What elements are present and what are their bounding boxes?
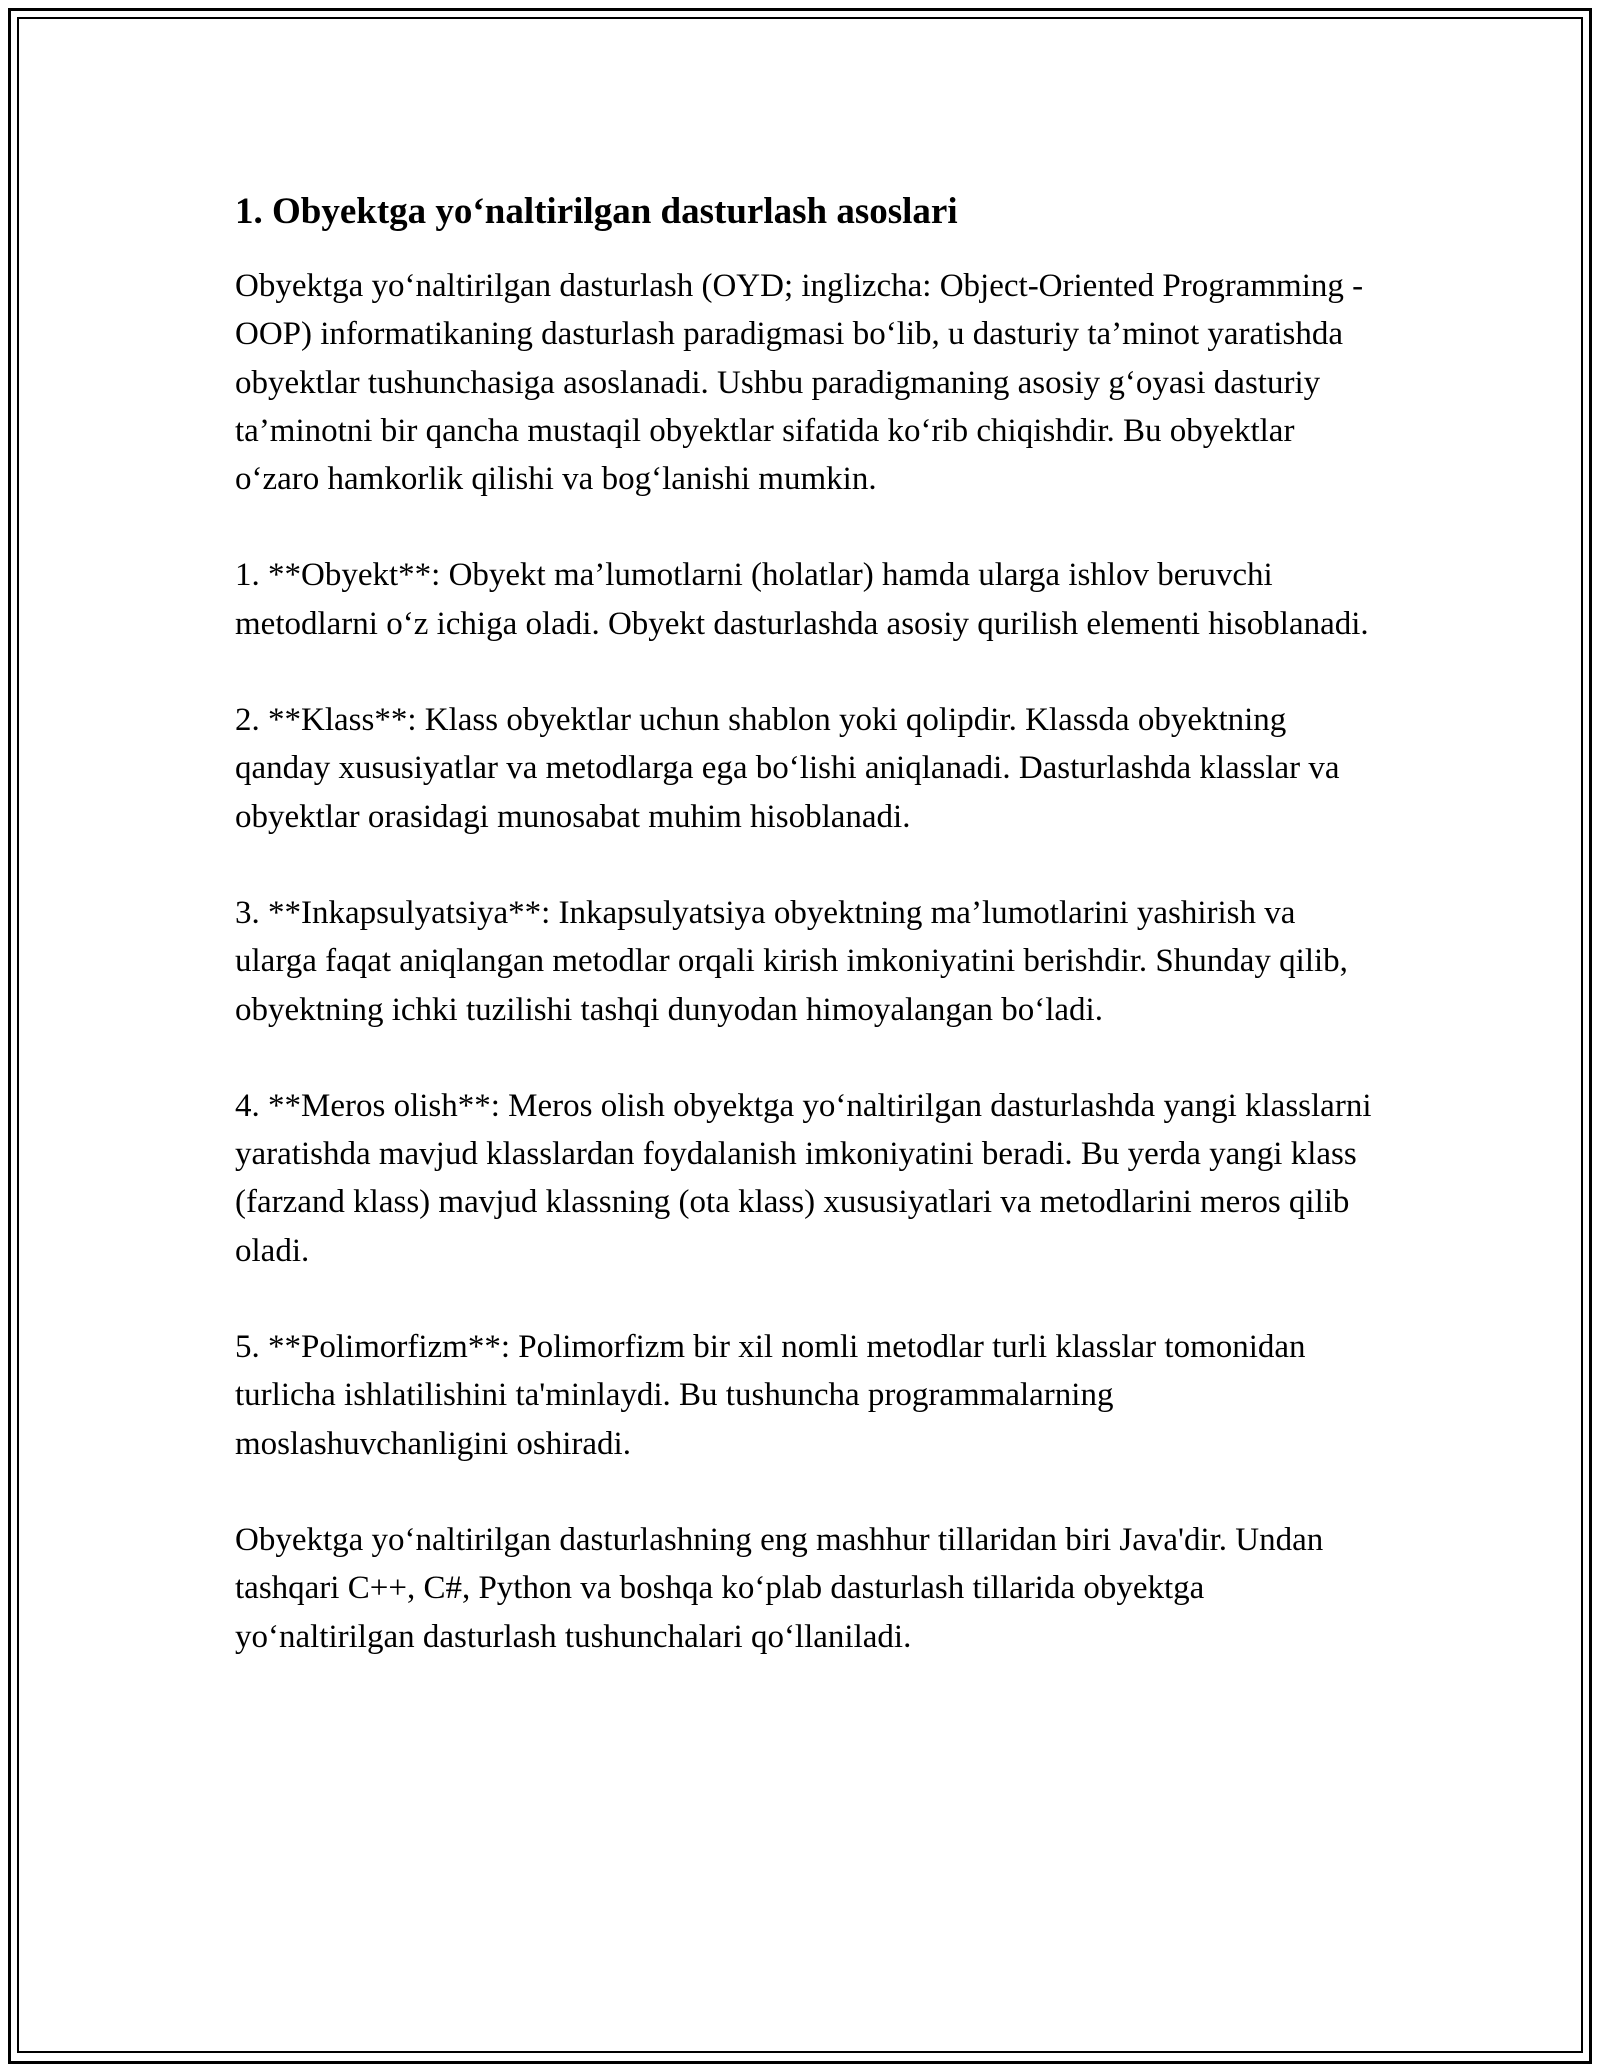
paragraph-klass: 2. **Klass**: Klass obyektlar uchun shablon yoki qolipdir. Klassda obyektning qanday xususiyatlar va metodlarga ega bo‘lishi aniqlanadi. Dasturlashda klasslar va obyektlar orasidagi munosabat muhim hisoblanadi.: [235, 702, 1340, 835]
paragraph-polimorfizm: 5. **Polimorfizm**: Polimorfizm bir xil nomli metodlar turli klasslar tomonidan turlicha ishlatilishini ta'minlaydi. Bu tushuncha programmalarning moslashuvchanligini oshiradi.: [235, 1329, 1306, 1462]
intro-paragraph: Obyektga yo‘naltirilgan dasturlash (OYD; inglizcha: Object-Oriented Programming - OOP) informatikaning dasturlash paradigmasi bo‘lib, u dasturiy ta’minot yaratishda obyektlar tushunchasiga asoslanadi. Ushbu paradigmaning asosiy g‘oyasi dasturiy ta’minotni bir qancha mustaqil obyektlar sifatida ko‘rib chiqishdir. Bu obyektlar o‘zaro hamkorlik qilishi va bog‘lanishi mumkin.: [235, 268, 1364, 498]
paragraph-obyekt: 1. **Obyekt**: Obyekt ma’lumotlarni (holatlar) hamda ularga ishlov beruvchi metodlarni o‘z ichiga oladi. Obyekt dasturlashda asosiy qurilish elementi hisoblanadi.: [235, 557, 1369, 642]
closing-paragraph: Obyektga yo‘naltirilgan dasturlashning eng mashhur tillaridan biri Java'dir. Undan tashqari C++, C#, Python va boshqa ko‘plab dasturlash tillarida obyektga yo‘naltirilgan dasturlash tushunchalari qo‘llaniladi.: [235, 1521, 1324, 1655]
document-title: 1. Obyektga yo‘naltirilgan dasturlash asoslari: [235, 191, 958, 232]
paragraph-inkapsulyatsiya: 3. **Inkapsulyatsiya**: Inkapsulyatsiya obyektning ma’lumotlarini yashirish va ularga faqat aniqlangan metodlar orqali kirish imkoniyatini berishdir. Shunday qilib, obyektning ichki tuzilishi tashqi dunyodan himoyalangan bo‘ladi.: [235, 894, 1348, 1028]
paragraph-meros-olish: 4. **Meros olish**: Meros olish obyektga yo‘naltirilgan dasturlashda yangi klasslarni yaratishda mavjud klasslardan foydalanish imkoniyatini beradi. Bu yerda yangi klass (farzand klass) mavjud klassning (ota klass) xususiyatlari va metodlarini meros qilib oladi.: [235, 1087, 1372, 1269]
document-body: [235, 186, 1375, 1709]
